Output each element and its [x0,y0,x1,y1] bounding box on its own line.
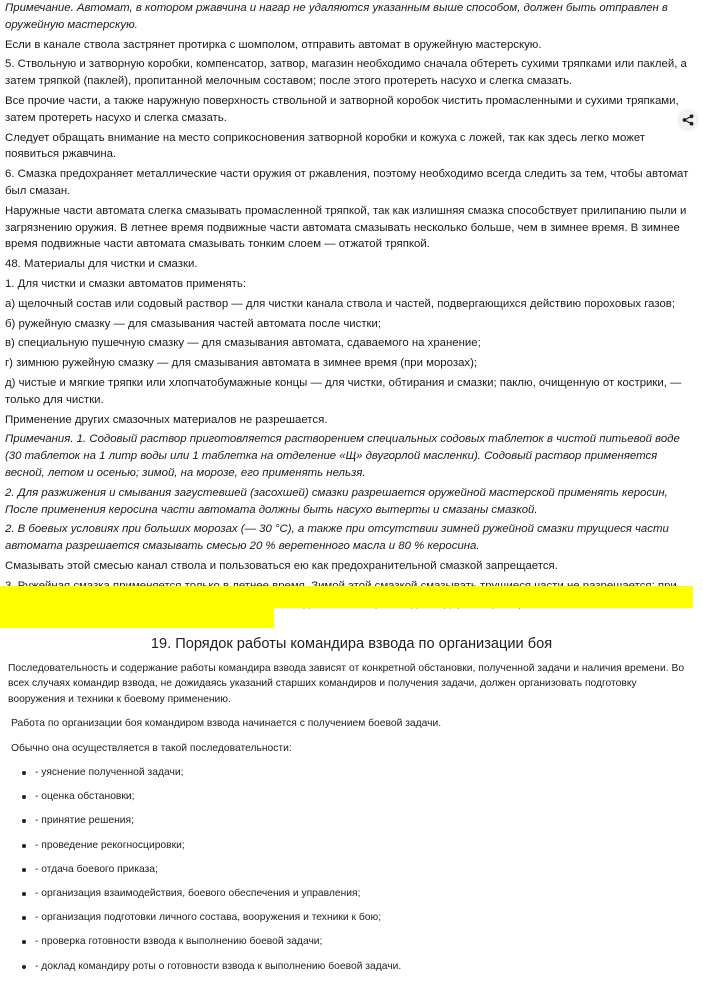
text-paragraph: Смазывать этой смесью канал ствола и пользоваться ею как предохранительной смазкой запрещается. [5,559,558,572]
list-item: в) специальную пушечную смазку — для смазывания автомата, сдаваемого на хранение; [5,337,481,350]
text-paragraph: 1. Для чистки и смазки автоматов применять: [5,277,246,290]
list-item: а) щелочный состав или содовый раствор — для чистки канала ствола и частей, подвергающихся действию пороховых газов; [5,297,676,310]
bullet-icon [22,795,26,799]
section-body [8,661,696,983]
text-paragraph: Если в канале ствола застрянет протирка с шомполом, отправить автомат в оружейную мастерскую. [5,38,542,51]
bullet-item: - доклад командиру роты о готовности взвода к выполнению боевой задачи. [20,959,696,983]
bullet-icon [22,868,26,872]
manual-text [5,0,695,614]
bullet-item: - оценка обстановки; [20,789,696,813]
bullet-icon [22,892,26,896]
share-button[interactable] [677,109,699,131]
share-icon [682,114,694,126]
bullet-icon [22,916,26,920]
bullet-icon [22,965,26,969]
section-heading: 48. Материалы для чистки и смазки. [5,258,198,271]
bullet-icon [22,844,26,848]
note-paragraph: Примечание. Автомат, в котором ржавчина и нагар не удаляются указанным выше способом, должен быть отправлен в оружейную мастерскую. [5,2,668,31]
yellow-highlight-band [0,607,274,628]
bullet-icon [22,819,26,823]
text-paragraph: 6. Смазка предохраняет металлические части оружия от ржавления, поэтому необходимо всегда следить за тем, чтобы автомат был смазан. [5,168,689,197]
list-item: г) зимнюю ружейную смазку — для смазывания автомата в зимнее время (при морозах); [5,357,478,370]
bullet-item: - принятие решения; [20,813,696,837]
note-paragraph: 2. В боевых условиях при больших морозах (— 30 °С), а также при отсутствии зимней ружейной смазки трущиеся части автомата разрешается смазывать смесью 20 % веретенного масла и 80 % керосина. [5,523,669,553]
bullet-item: - организация взаимодействия, боевого обеспечения и управления; [20,886,696,910]
bullet-item: - проверка готовности взвода к выполнению боевой задачи; [20,934,696,958]
bullet-icon [22,940,26,944]
text-paragraph: Наружные части автомата слегка смазывать промасленной тряпкой, так как излишняя смазка способствует прилипанию пыли и загрязнению оружия. В летнее время подвижные части автомата смазывать несколько больше, чем в зимнее время. В зимнее время подвижные части автомата смазывать тонким слоем — отжатой тряпкой. [5,204,687,251]
bullet-item: - проведение рекогносцировки; [20,838,696,862]
list-item: б) ружейную смазку — для смазывания частей автомата после чистки; [5,317,382,330]
section-title: 19. Порядок работы командира взвода по организации боя [150,636,553,652]
intro-paragraph: Последовательность и содержание работы командира взвода зависят от конкретной обстановки, полученной задачи и наличия времени. Во всех случаях командир взвода, не дожидаясь указаний старших командиров и получения задачи, должен организовать подготовку вооружения и техники к боевому применению. [8,663,685,705]
text-paragraph: 5. Ствольную и затворную коробки, компенсатор, затвор, магазин необходимо сначала обтереть сухими тряпками или паклей, а затем тряпкой (паклей), пропитанной мелочным составом; после этого протереть насухо и слегка смазать. [5,58,687,88]
bullet-icon [22,771,26,775]
bullet-item: - организация подготовки личного состава, вооружения и техники к бою; [20,910,696,934]
text-paragraph: Применение других смазочных материалов не разрешается. [5,413,328,426]
note-paragraph: Примечания. 1. Содовый раствор приготовляется растворением специальных содовых таблеток в чистой питьевой воде (30 таблеток на 1 литр воды или 1 таблетка на отделение «Щ» двугорлой масленки). Содовый раствор применяется весной, летом и осенью; зимой, на морозе, его применять нельзя. [5,433,680,479]
note-paragraph: 2. Для разжижения и смывания загустевшей (засохшей) смазки разрешается оружейной мастерской применять керосин, После применения керосина части автомата должны быть насухо вытерты и смазаны смазкой. [5,486,668,516]
text-paragraph: Работа по организации боя командиром взвода начинается с получением боевой задачи. [11,718,442,730]
bullet-item: - уяснение полученной задачи; [20,765,696,789]
yellow-highlight-band [0,586,693,608]
text-paragraph: Обычно она осуществляется в такой последовательности: [11,742,292,754]
bullet-list [8,765,696,983]
text-paragraph: Следует обращать внимание на место соприкосновения затворной коробки и кожуха с ложей, так как здесь легко может появиться ржавчина. [5,131,645,161]
text-paragraph: Все прочие части, а также наружную поверхность ствольной и затворной коробок чистить промасленными и сухими тряпками, затем протереть насухо и слегка смазать. [5,94,679,124]
list-item: д) чистые и мягкие тряпки или хлопчатобумажные концы — для чистки, обтирания и смазки; паклю, очищенную от кострики, — только для чистки. [5,376,682,406]
bullet-item: - отдача боевого приказа; [20,862,696,886]
